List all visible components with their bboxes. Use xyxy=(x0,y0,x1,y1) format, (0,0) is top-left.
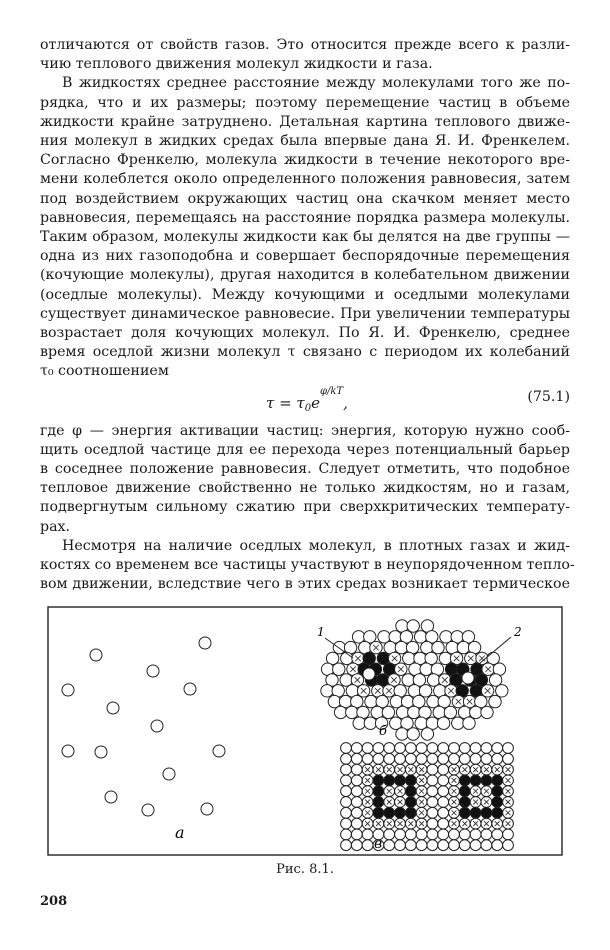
liquid-molecule xyxy=(402,674,414,686)
lattice-molecule xyxy=(341,797,352,808)
lattice-molecule xyxy=(427,743,438,754)
text-line: равновесия, перемещаясь на расстояние порядка размера молекулы. xyxy=(40,209,570,226)
lattice-molecule xyxy=(470,743,481,754)
lattice-dark-site xyxy=(492,786,503,797)
liquid-molecule xyxy=(403,652,415,664)
liquid-molecule xyxy=(390,695,402,707)
lattice-molecule xyxy=(362,829,373,840)
lattice-molecule xyxy=(341,764,352,775)
liquid-molecule xyxy=(419,685,431,697)
gas-molecule xyxy=(151,720,163,732)
lattice-molecule xyxy=(470,840,481,851)
lattice-molecule xyxy=(362,743,373,754)
lattice-molecule xyxy=(351,797,362,808)
lattice-molecule xyxy=(351,753,362,764)
lattice-molecule xyxy=(427,775,438,786)
paragraph-group-2 xyxy=(40,422,575,595)
figure-8-1 xyxy=(47,606,563,856)
lattice-molecule xyxy=(341,840,352,851)
lattice-molecule xyxy=(341,786,352,797)
lattice-dark-site xyxy=(405,775,416,786)
lattice-dark-site xyxy=(459,797,470,808)
lattice-molecule xyxy=(438,775,449,786)
lattice-dark-site xyxy=(492,775,503,786)
lattice-dark-site xyxy=(470,807,481,818)
lattice-molecule xyxy=(351,829,362,840)
text-line: чию теплового движения молекул жидкости и газа. xyxy=(40,56,433,73)
lattice-molecule xyxy=(351,764,362,775)
liquid-molecule xyxy=(470,706,482,718)
lattice-molecule xyxy=(438,829,449,840)
lattice-molecule xyxy=(503,829,514,840)
formula-exponent: φ/kT xyxy=(319,385,344,397)
lattice-molecule xyxy=(341,743,352,754)
liquid-molecule xyxy=(496,685,508,697)
lattice-molecule xyxy=(438,743,449,754)
lattice-dark-site xyxy=(384,807,395,818)
text-line: подвергнутым сильному сжатию при сверхкритических температу- xyxy=(40,499,570,516)
lattice-molecule xyxy=(492,753,503,764)
lattice-molecule xyxy=(459,829,470,840)
lattice-molecule xyxy=(503,753,514,764)
lattice-molecule xyxy=(395,753,406,764)
liquid-molecule xyxy=(457,641,469,653)
lattice-molecule xyxy=(351,743,362,754)
migrating-molecule xyxy=(363,668,375,680)
liquid-molecule xyxy=(407,728,419,740)
gas-molecule xyxy=(90,649,102,661)
lattice-dark-site xyxy=(481,775,492,786)
equation-75-1 xyxy=(40,382,570,422)
liquid-molecule xyxy=(365,695,377,707)
lattice-molecule xyxy=(373,743,384,754)
liquid-molecule xyxy=(440,631,452,643)
lattice-molecule xyxy=(438,753,449,764)
liquid-molecule xyxy=(328,695,340,707)
lattice-molecule xyxy=(427,797,438,808)
lattice-molecule xyxy=(351,807,362,818)
lattice-molecule xyxy=(438,807,449,818)
lattice-molecule xyxy=(384,743,395,754)
lattice-dark-site xyxy=(470,775,481,786)
panel-v-crystal-lattice xyxy=(341,743,514,851)
liquid-molecule xyxy=(427,695,439,707)
lattice-molecule xyxy=(503,743,514,754)
liquid-molecule xyxy=(427,674,439,686)
lattice-dark-site xyxy=(373,775,384,786)
lattice-dark-site xyxy=(373,807,384,818)
gas-molecule xyxy=(62,745,74,757)
text-line: (кочующие молекулы), другая находится в колебательном движении xyxy=(40,267,570,284)
lattice-molecule xyxy=(405,840,416,851)
lattice-molecule xyxy=(438,818,449,829)
lattice-molecule xyxy=(351,786,362,797)
text-line: рядка, что и их размеры; поэтому перемещение частиц в объеме xyxy=(40,94,570,111)
text-line: ния молекул в жидких средах была впервые дана Я. И. Френкелем. xyxy=(40,133,570,150)
lattice-molecule xyxy=(341,753,352,764)
lattice-molecule xyxy=(459,753,470,764)
text-line: Согласно Френкелю, молекула жидкости в течение некоторого вре- xyxy=(40,152,570,169)
lattice-molecule xyxy=(481,829,492,840)
liquid-molecule xyxy=(437,717,449,729)
text-line: время оседлой жизни молекул τ связано с периодом их колебаний xyxy=(40,344,570,361)
liquid-molecule xyxy=(352,631,364,643)
liquid-molecule xyxy=(340,674,352,686)
liquid-molecule xyxy=(382,706,394,718)
liquid-molecule xyxy=(420,663,432,675)
lattice-molecule xyxy=(362,840,373,851)
liquid-molecule xyxy=(378,631,390,643)
liquid-molecule xyxy=(395,641,407,653)
settled-molecule xyxy=(377,652,389,664)
text-line: (оседлые молекулы). Между кочующими и оседлыми молекулами xyxy=(40,286,570,303)
lattice-molecule xyxy=(449,829,460,840)
liquid-molecule xyxy=(415,717,427,729)
lattice-dark-site xyxy=(384,775,395,786)
formula-lhs: τ = τ xyxy=(266,393,305,412)
lattice-molecule xyxy=(362,753,373,764)
text-line: мени колеблется около определенного положения равновесия, затем xyxy=(40,171,570,188)
gas-molecule xyxy=(142,804,154,816)
lattice-molecule xyxy=(405,743,416,754)
liquid-molecule xyxy=(346,706,358,718)
lattice-molecule xyxy=(427,753,438,764)
gas-molecule xyxy=(62,684,74,696)
lattice-molecule xyxy=(438,764,449,775)
gas-molecule xyxy=(201,803,213,815)
lattice-molecule xyxy=(351,840,362,851)
label-b: б xyxy=(379,724,387,739)
lattice-molecule xyxy=(373,753,384,764)
lattice-dark-site xyxy=(481,807,492,818)
panel-a-gas-molecules xyxy=(62,637,225,816)
lattice-molecule xyxy=(449,753,460,764)
lattice-molecule xyxy=(384,840,395,851)
liquid-molecule xyxy=(390,717,402,729)
text-line: одна из них газоподобна и совершает беспорядочные перемещения xyxy=(40,248,570,265)
formula-subscript: 0 xyxy=(304,402,312,414)
gas-molecule xyxy=(184,683,196,695)
liquid-molecule xyxy=(444,706,456,718)
migrating-molecule xyxy=(462,672,474,684)
lattice-molecule xyxy=(481,753,492,764)
lattice-molecule xyxy=(481,743,492,754)
liquid-molecule xyxy=(432,641,444,653)
lattice-molecule xyxy=(416,753,427,764)
lattice-dark-site xyxy=(492,797,503,808)
marker-2: 2 xyxy=(514,625,522,639)
lattice-dark-site xyxy=(395,775,406,786)
text-line: жидкости крайне затруднено. Детальная картина теплового движе- xyxy=(40,113,570,130)
liquid-molecule xyxy=(364,717,376,729)
formula-base: e xyxy=(311,393,320,412)
lattice-molecule xyxy=(459,743,470,754)
text-line: возрастает доля кочующих молекул. По Я. И. Френкелю, среднее xyxy=(40,325,570,342)
lattice-molecule xyxy=(351,818,362,829)
liquid-molecule xyxy=(408,706,420,718)
lattice-molecule xyxy=(384,829,395,840)
lattice-molecule xyxy=(492,829,503,840)
liquid-molecule xyxy=(407,620,419,632)
lattice-dark-site xyxy=(405,786,416,797)
body-text xyxy=(40,36,575,594)
lattice-molecule xyxy=(416,743,427,754)
formula-trail: , xyxy=(343,393,348,412)
liquid-molecule xyxy=(489,695,501,707)
gas-molecule xyxy=(213,745,225,757)
lattice-dark-site xyxy=(459,807,470,818)
lattice-molecule xyxy=(503,840,514,851)
lattice-molecule xyxy=(416,840,427,851)
lattice-molecule xyxy=(341,829,352,840)
text-line: где φ — энергия активации частиц: энергия, которую нужно сооб- xyxy=(40,422,570,439)
lattice-dark-site xyxy=(373,797,384,808)
lattice-molecule xyxy=(395,743,406,754)
lattice-molecule xyxy=(438,786,449,797)
liquid-molecule xyxy=(333,663,345,675)
lattice-molecule xyxy=(427,807,438,818)
text-line: щить оседлой частице для ее перехода через потенциальный барьер xyxy=(40,441,570,458)
gas-molecule xyxy=(199,637,211,649)
liquid-molecule xyxy=(421,728,433,740)
text-line: в соседнее положение равновесия. Следует отметить, что подобное xyxy=(40,461,570,478)
figure-caption: Рис. 8.1. xyxy=(276,862,334,877)
liquid-molecule xyxy=(439,652,451,664)
lattice-dark-site xyxy=(405,797,416,808)
lattice-molecule xyxy=(395,840,406,851)
lattice-molecule xyxy=(351,775,362,786)
lattice-molecule xyxy=(416,829,427,840)
paragraph-group-1 xyxy=(40,36,570,382)
text-line: рах. xyxy=(40,518,71,535)
lattice-molecule xyxy=(438,797,449,808)
text-line: вом движении, вследствие чего в этих средах возникает термическое xyxy=(40,576,570,593)
lattice-molecule xyxy=(470,829,481,840)
text-line: под воздействием окружающих частиц она скачком меняет место xyxy=(40,190,570,207)
gas-molecule xyxy=(107,702,119,714)
lattice-molecule xyxy=(470,753,481,764)
liquid-molecule xyxy=(396,728,408,740)
lattice-molecule xyxy=(459,840,470,851)
gas-molecule xyxy=(147,665,159,677)
lattice-molecule xyxy=(449,840,460,851)
lattice-molecule xyxy=(492,743,503,754)
liquid-molecule xyxy=(414,631,426,643)
lattice-dark-site xyxy=(492,807,503,818)
lattice-molecule xyxy=(395,829,406,840)
lattice-molecule xyxy=(427,818,438,829)
lattice-dark-site xyxy=(459,786,470,797)
lattice-molecule xyxy=(405,753,416,764)
panel-b-liquid-molecules xyxy=(321,620,508,740)
marker-1: 1 xyxy=(317,625,325,639)
lattice-molecule xyxy=(427,764,438,775)
liquid-molecule xyxy=(334,706,346,718)
lattice-molecule xyxy=(492,840,503,851)
lattice-molecule xyxy=(341,775,352,786)
lattice-dark-site xyxy=(405,807,416,818)
lattice-molecule xyxy=(449,743,460,754)
text-line: τ₀ соотношением xyxy=(40,363,169,380)
text-line: Таким образом, молекулы жидкости как бы делятся на две группы — xyxy=(40,229,570,246)
gas-molecule xyxy=(95,746,107,758)
liquid-molecule xyxy=(463,717,475,729)
lattice-molecule xyxy=(405,829,416,840)
equation-number: (75.1) xyxy=(527,388,570,405)
gas-molecule xyxy=(105,791,117,803)
text-line: отличаются от свойств газов. Это относится прежде всего к разли- xyxy=(40,37,570,53)
lattice-molecule xyxy=(427,786,438,797)
text-line: Несмотря на наличие оседлых молекул, в плотных газах и жид- xyxy=(62,537,570,554)
liquid-molecule xyxy=(321,685,333,697)
lattice-molecule xyxy=(341,818,352,829)
lattice-molecule xyxy=(438,840,449,851)
liquid-molecule xyxy=(452,717,464,729)
lattice-dark-site xyxy=(395,807,406,818)
label-a: а xyxy=(175,823,185,842)
liquid-molecule xyxy=(489,674,501,686)
text-line: существует динамическое равновесие. При увеличении температуры xyxy=(40,305,570,322)
text-line: костях со временем все частицы участвуют в неупорядоченном тепло- xyxy=(40,557,575,574)
lattice-dark-site xyxy=(459,775,470,786)
gas-molecule xyxy=(163,768,175,780)
text-line: В жидкостях среднее расстояние между молекулами того же по- xyxy=(62,75,570,92)
liquid-molecule xyxy=(353,717,365,729)
lattice-dark-site xyxy=(373,786,384,797)
lattice-molecule xyxy=(384,753,395,764)
lattice-molecule xyxy=(427,829,438,840)
lattice-molecule xyxy=(481,840,492,851)
liquid-molecule xyxy=(481,706,493,718)
text-line: тепловое движение свойственно не только жидкостям, но и газам, xyxy=(40,480,570,497)
lattice-molecule xyxy=(341,807,352,818)
page-number: 208 xyxy=(40,894,68,909)
lattice-molecule xyxy=(427,840,438,851)
label-v: в xyxy=(374,836,383,852)
